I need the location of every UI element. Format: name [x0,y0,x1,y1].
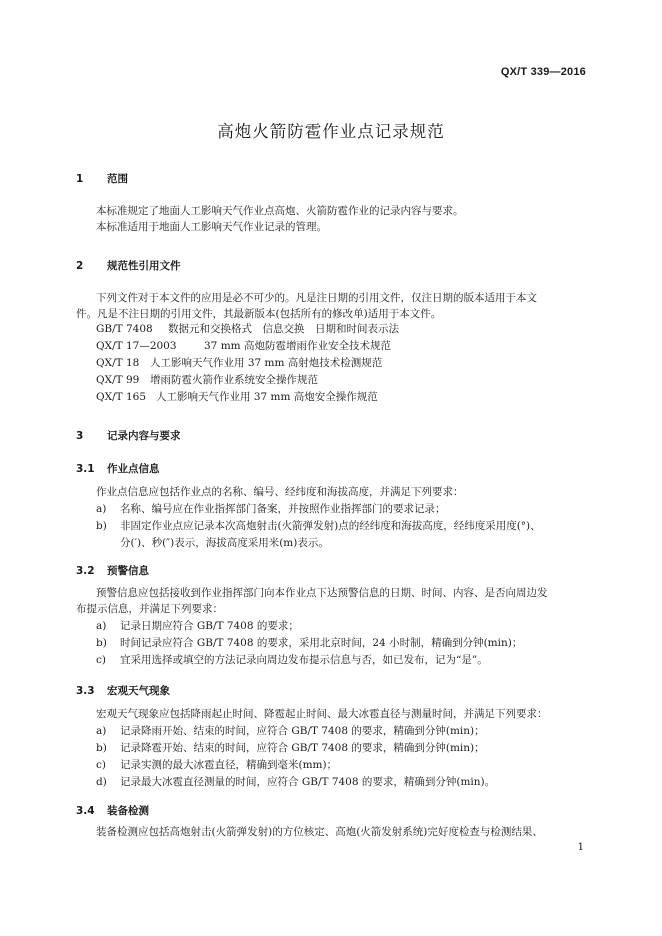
section-number: 1 [76,173,84,185]
reference-code: GB/T 7408 [96,323,153,335]
list-marker: a) [96,620,107,632]
section-number: 3.1 [76,463,95,475]
list-item-text: 记录降雹开始、结束的时间，应符合 GB/T 7408 的要求，精确到分钟(min)； [120,742,485,754]
reference-name: 人工影响天气作业用 37 mm 高射炮技术检测规范 [150,357,383,369]
reference-code: QX/T 17—2003 [96,340,177,352]
reference-item [96,372,318,388]
list-marker: c) [96,654,106,666]
list-item-text-continued: 分(′)、秒(″)表示，海拔高度采用米(m)表示。 [120,537,329,549]
section-title: 装备检测 [107,805,149,817]
section-2-intro-line-1: 下列文件对于本文件的应用是必不可少的。凡是注日期的引用文件，仅注日期的版本适用于本文 [96,292,537,304]
list-marker: a) [96,725,107,737]
document-title: 高炮火箭防雹作业点记录规范 [217,122,445,141]
list-item-text: 名称、编号应在作业指挥部门备案，并按照作业指挥部门的要求记录； [120,503,446,515]
list-item-text: 宜采用选择或填空的方法记录向周边发布提示信息与否，如已发布，记为“是”。 [120,654,488,666]
list-item-text: 记录日期应符合 GB/T 7408 的要求； [120,620,299,632]
section-number: 3.2 [76,565,95,577]
section-1-para-2: 本标准适用于地面人工影响天气作业记录的管理。 [96,221,327,233]
standard-code: QX/T 339—2016 [500,66,586,78]
section-number: 2 [76,260,84,272]
list-marker: d) [96,776,107,788]
section-3-1-intro: 作业点信息应包括作业点的名称、编号、经纬度和海拔高度，并满足下列要求： [96,486,464,498]
reference-code: QX/T 165 [96,391,147,403]
list-item-text: 时间记录应符合 GB/T 7408 的要求，采用北京时间，24 小时制，精确到分钟(min)； [120,637,523,649]
section-3-heading [76,428,181,443]
reference-code: QX/T 18 [96,357,140,369]
page-number: 1 [577,842,584,853]
section-3-2-heading [76,563,149,578]
reference-item [96,338,391,354]
section-2-heading [76,258,181,273]
section-number: 3 [76,430,84,442]
reference-name: 37 mm 高炮防雹增雨作业安全技术规范 [204,340,391,352]
list-item-text: 记录最大冰雹直径测量的时间，应符合 GB/T 7408 的要求，精确到分钟(min)。 [120,776,496,788]
reference-name: 人工影响天气作业用 37 mm 高炮安全操作规范 [156,391,378,403]
reference-name: 增雨防雹火箭作业系统安全操作规范 [150,374,318,386]
section-title: 预警信息 [107,565,149,577]
section-3-3-heading [76,683,170,698]
section-3-4-intro: 装备检测应包括高炮射击(火箭弹发射)的方位核定、高炮(火箭发射系统)完好度检查与检测结果、 [96,826,543,838]
section-1-heading [76,171,128,186]
section-2-intro-line-2: 件。凡是不注日期的引用文件，其最新版本(包括所有的修改单)适用于本文件。 [76,308,442,320]
section-title: 范围 [107,173,128,185]
section-title: 规范性引用文件 [107,260,181,272]
section-title: 作业点信息 [107,463,160,475]
section-1-para-1: 本标准规定了地面人工影响天气作业点高炮、火箭防雹作业的记录内容与要求。 [96,205,464,217]
section-3-3-intro: 宏观天气现象应包括降雨起止时间、降雹起止时间、最大冰雹直径与测量时间，并满足下列要求： [96,708,548,720]
list-marker: b) [96,637,107,649]
section-3-2-intro-line-2: 布提示信息，并满足下列要求： [76,603,223,615]
section-number: 3.4 [76,805,95,817]
section-3-1-heading [76,461,160,476]
list-item-text: 记录实测的最大冰雹直径，精确到毫米(mm)； [120,759,338,771]
section-3-2-intro-line-1: 预警信息应包括接收到作业指挥部门向本作业点下达预警信息的日期、时间、内容、是否向周边发 [96,587,548,599]
reference-name: 数据元和交换格式 信息交换 日期和时间表示法 [168,323,399,335]
section-number: 3.3 [76,685,95,697]
list-marker: a) [96,503,107,515]
list-item-text: 非固定作业点应记录本次高炮射击(火箭弹发射)点的经纬度和海拔高度，经纬度采用度(°)、 [120,520,541,532]
list-marker: b) [96,742,107,754]
reference-code: QX/T 99 [96,374,140,386]
section-title: 宏观天气现象 [107,685,170,697]
list-item-text: 记录降雨开始、结束的时间，应符合 GB/T 7408 的要求，精确到分钟(min)； [120,725,485,737]
reference-item [96,389,378,405]
reference-item [96,321,399,337]
section-3-4-heading [76,803,149,818]
reference-item [96,355,382,371]
section-title: 记录内容与要求 [107,430,181,442]
list-marker: b) [96,520,107,532]
list-marker: c) [96,759,106,771]
